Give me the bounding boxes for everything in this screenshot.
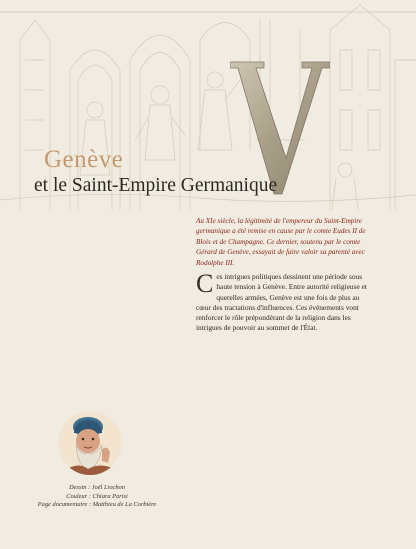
credit-drawing: Dessin : Joël Liochon: [69, 484, 125, 491]
body-text: es intrigues politiques dessinent une période sous haute tension à Genève. Entre autorité religieuse et querelles armées, Genève est une fois de plus au cœur des tractations d'influences. Ces événements vont renforcer le rôle prépondérant de la religion dans les intrigues de pouvoir au sommet de l'État.: [196, 272, 367, 333]
credit-color: Couleur : Chiara Parisi: [66, 492, 128, 500]
title-subtitle: et le Saint-Empire Germanique: [34, 175, 278, 196]
credit-documentary: Page documentaire : Matthieu de La Corbière: [37, 501, 157, 509]
intro-paragraph: Au XIe siècle, la légitimité de l'empereur du Saint-Empire germanique a été remise en cause par le comte Eudes II de Blois et de Champagne. Ce dernier, soutenu par le comte Gérard de Genève, essayait de faire valoir sa parenté avec Rodolphe III.: [196, 217, 366, 267]
title-city: Genève: [44, 146, 124, 173]
portrait-illustration: [58, 411, 122, 475]
drop-cap: C: [196, 269, 214, 298]
credits: [22, 484, 172, 510]
body-paragraph: [196, 269, 374, 334]
